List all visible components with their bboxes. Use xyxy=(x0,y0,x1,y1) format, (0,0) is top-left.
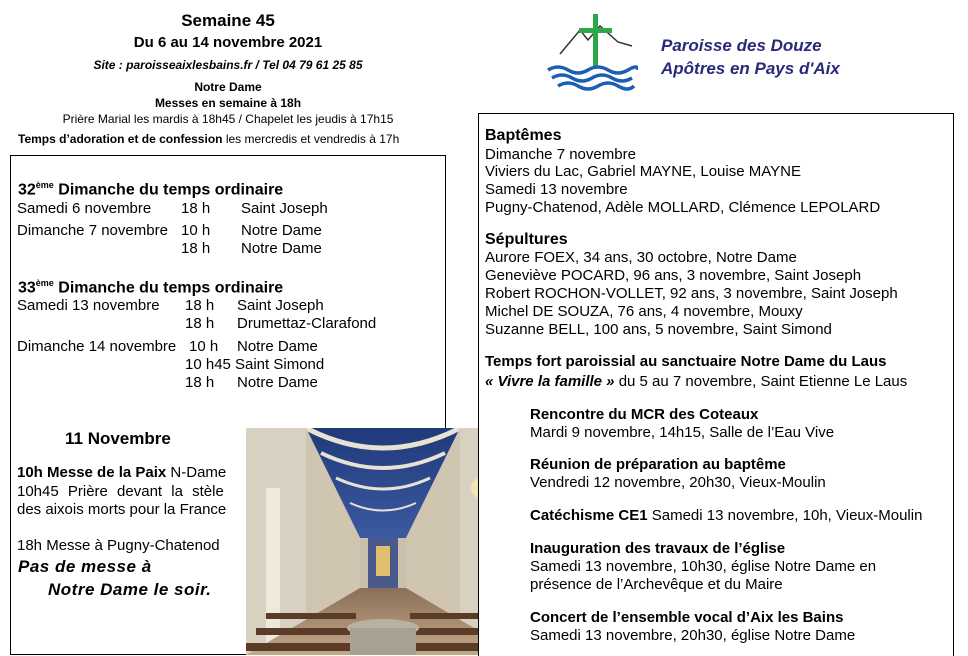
sunday-33-label: Dimanche du temps ordinaire xyxy=(53,279,284,297)
nov11-no-mass: Pas de messe à xyxy=(18,557,152,576)
nov11-pugny-mass: 18h Messe à Pugny-Chatenod xyxy=(17,537,220,554)
baptism-line: Pugny-Chatenod, Adèle MOLLARD, Clémence LEPOLARD xyxy=(485,199,881,216)
temps-fort-dates: du 5 au 7 novembre, Saint Etienne Le Laus xyxy=(614,373,908,390)
funeral-line: Robert ROCHON-VOLLET, 92 ans, 3 novembre, Saint Joseph xyxy=(485,285,898,302)
sunday-32-sup: ème xyxy=(35,180,54,190)
nov11-no-mass-cont: Notre Dame le soir. xyxy=(48,580,212,599)
temps-fort-details xyxy=(485,373,907,391)
mass-time: 18 h xyxy=(181,240,211,257)
mass-time: 10 h xyxy=(181,222,211,239)
mass-place: Notre Dame xyxy=(241,240,322,257)
nov11-prayer-cont: des aixois morts pour la France xyxy=(17,501,227,518)
mass-place: Drumettaz-Clarafond xyxy=(237,315,377,332)
prayer-info: Prière Marial les mardis à 18h45 / Chapelet les jeudis à 17h15 xyxy=(62,112,394,126)
week-dates: Du 6 au 14 novembre 2021 xyxy=(133,34,323,51)
adoration-schedule: les mercredis et vendredis à 17h xyxy=(222,132,400,146)
temps-fort-title: Temps fort paroissial au sanctuaire Notre Dame du Laus xyxy=(485,353,887,370)
mass-row: Dimanche 7 novembre xyxy=(17,222,168,239)
mass-row: Samedi 6 novembre xyxy=(17,200,152,217)
mass-place: Notre Dame xyxy=(237,374,318,391)
event-title: Réunion de préparation au baptême xyxy=(530,456,786,473)
funeral-line: Geneviève POCARD, 96 ans, 3 novembre, Saint Joseph xyxy=(485,267,862,284)
week-title: Semaine 45 xyxy=(181,11,275,30)
mass-place: Saint Simond xyxy=(235,356,325,373)
mass-time: 10 h xyxy=(189,338,219,355)
event-details: Samedi 13 novembre, 10h, Vieux-Moulin xyxy=(647,507,923,524)
sepultures-title: Sépultures xyxy=(485,231,568,248)
mass-time: 18 h xyxy=(181,200,211,217)
church-name: Notre Dame xyxy=(194,80,262,94)
mass-time: 18 h xyxy=(185,315,215,332)
weekday-masses xyxy=(0,96,456,110)
event-title: Inauguration des travaux de l’église xyxy=(530,540,786,557)
mass-place: Saint Joseph xyxy=(241,200,328,217)
funeral-line: Aurore FOEX, 34 ans, 30 octobre, Notre Dame xyxy=(485,249,797,266)
sunday-33-title xyxy=(18,273,283,298)
event-details: Mardi 9 novembre, 14h15, Salle de l’Eau Vive xyxy=(530,424,835,441)
baptism-line: Dimanche 7 novembre xyxy=(485,146,636,163)
baptismes-title: Baptêmes xyxy=(485,127,562,144)
mass-time: 18 h xyxy=(185,374,215,391)
nov11-peace-mass xyxy=(17,464,226,482)
parish-name-line1: Paroisse des Douze xyxy=(661,36,822,55)
sunday-33-sup: ème xyxy=(35,278,54,288)
temps-fort-theme: « Vivre la famille » xyxy=(485,373,615,390)
event-title: Rencontre du MCR des Coteaux xyxy=(530,406,759,423)
mass-place: Notre Dame xyxy=(241,222,322,239)
mass-row: Samedi 13 novembre xyxy=(17,297,160,314)
sunday-33-number: 33 xyxy=(18,279,36,297)
mass-place: Saint Joseph xyxy=(237,297,324,314)
mass-row: Dimanche 14 novembre xyxy=(17,338,177,355)
event-details: Samedi 13 novembre, 10h30, église Notre Dame en xyxy=(530,558,877,575)
nov11-peace-mass-place: N-Dame xyxy=(166,464,227,481)
event-title: Catéchisme CE1 xyxy=(530,507,648,524)
sunday-32-number: 32 xyxy=(18,181,36,199)
weekday-masses-label: Messes xyxy=(154,96,199,110)
nov11-peace-mass-label: 10h Messe de la Paix xyxy=(17,464,167,481)
adoration-info xyxy=(18,132,399,146)
mass-time: 10 h45 xyxy=(185,356,231,373)
event-details: Samedi 13 novembre, 20h30, église Notre Dame xyxy=(530,627,856,644)
funeral-line: Michel DE SOUZA, 76 ans, 4 novembre, Mouxy xyxy=(485,303,803,320)
nov11-prayer: 10h45 Prière devant la stèle xyxy=(17,483,224,500)
event-catechism xyxy=(530,507,922,525)
parish-name-line2: Apôtres en Pays d'Aix xyxy=(661,59,840,78)
funeral-line: Suzanne BELL, 100 ans, 5 novembre, Saint Simond xyxy=(485,321,832,338)
weekday-masses-time: en semaine à 18h xyxy=(198,96,302,110)
event-title: Concert de l’ensemble vocal d’Aix les Bains xyxy=(530,609,844,626)
sunday-32-title xyxy=(18,175,283,200)
event-details: Vendredi 12 novembre, 20h30, Vieux-Moulin xyxy=(530,474,826,491)
baptism-line: Samedi 13 novembre xyxy=(485,181,628,198)
event-details: présence de l’Archevêque et du Maire xyxy=(530,576,783,593)
mass-time: 18 h xyxy=(185,297,215,314)
mass-place: Notre Dame xyxy=(237,338,318,355)
baptism-line: Viviers du Lac, Gabriel MAYNE, Louise MAYNE xyxy=(485,163,801,180)
sunday-32-label: Dimanche du temps ordinaire xyxy=(53,181,284,199)
nov11-title: 11 Novembre xyxy=(65,429,171,448)
adoration-label: Temps d’adoration et de confession xyxy=(18,132,223,146)
site-contact: Site : paroisseaixlesbains.fr / Tel 04 79 61 25 85 xyxy=(93,58,363,72)
parish-logo xyxy=(546,12,638,92)
parish-logo-icon xyxy=(546,12,638,92)
